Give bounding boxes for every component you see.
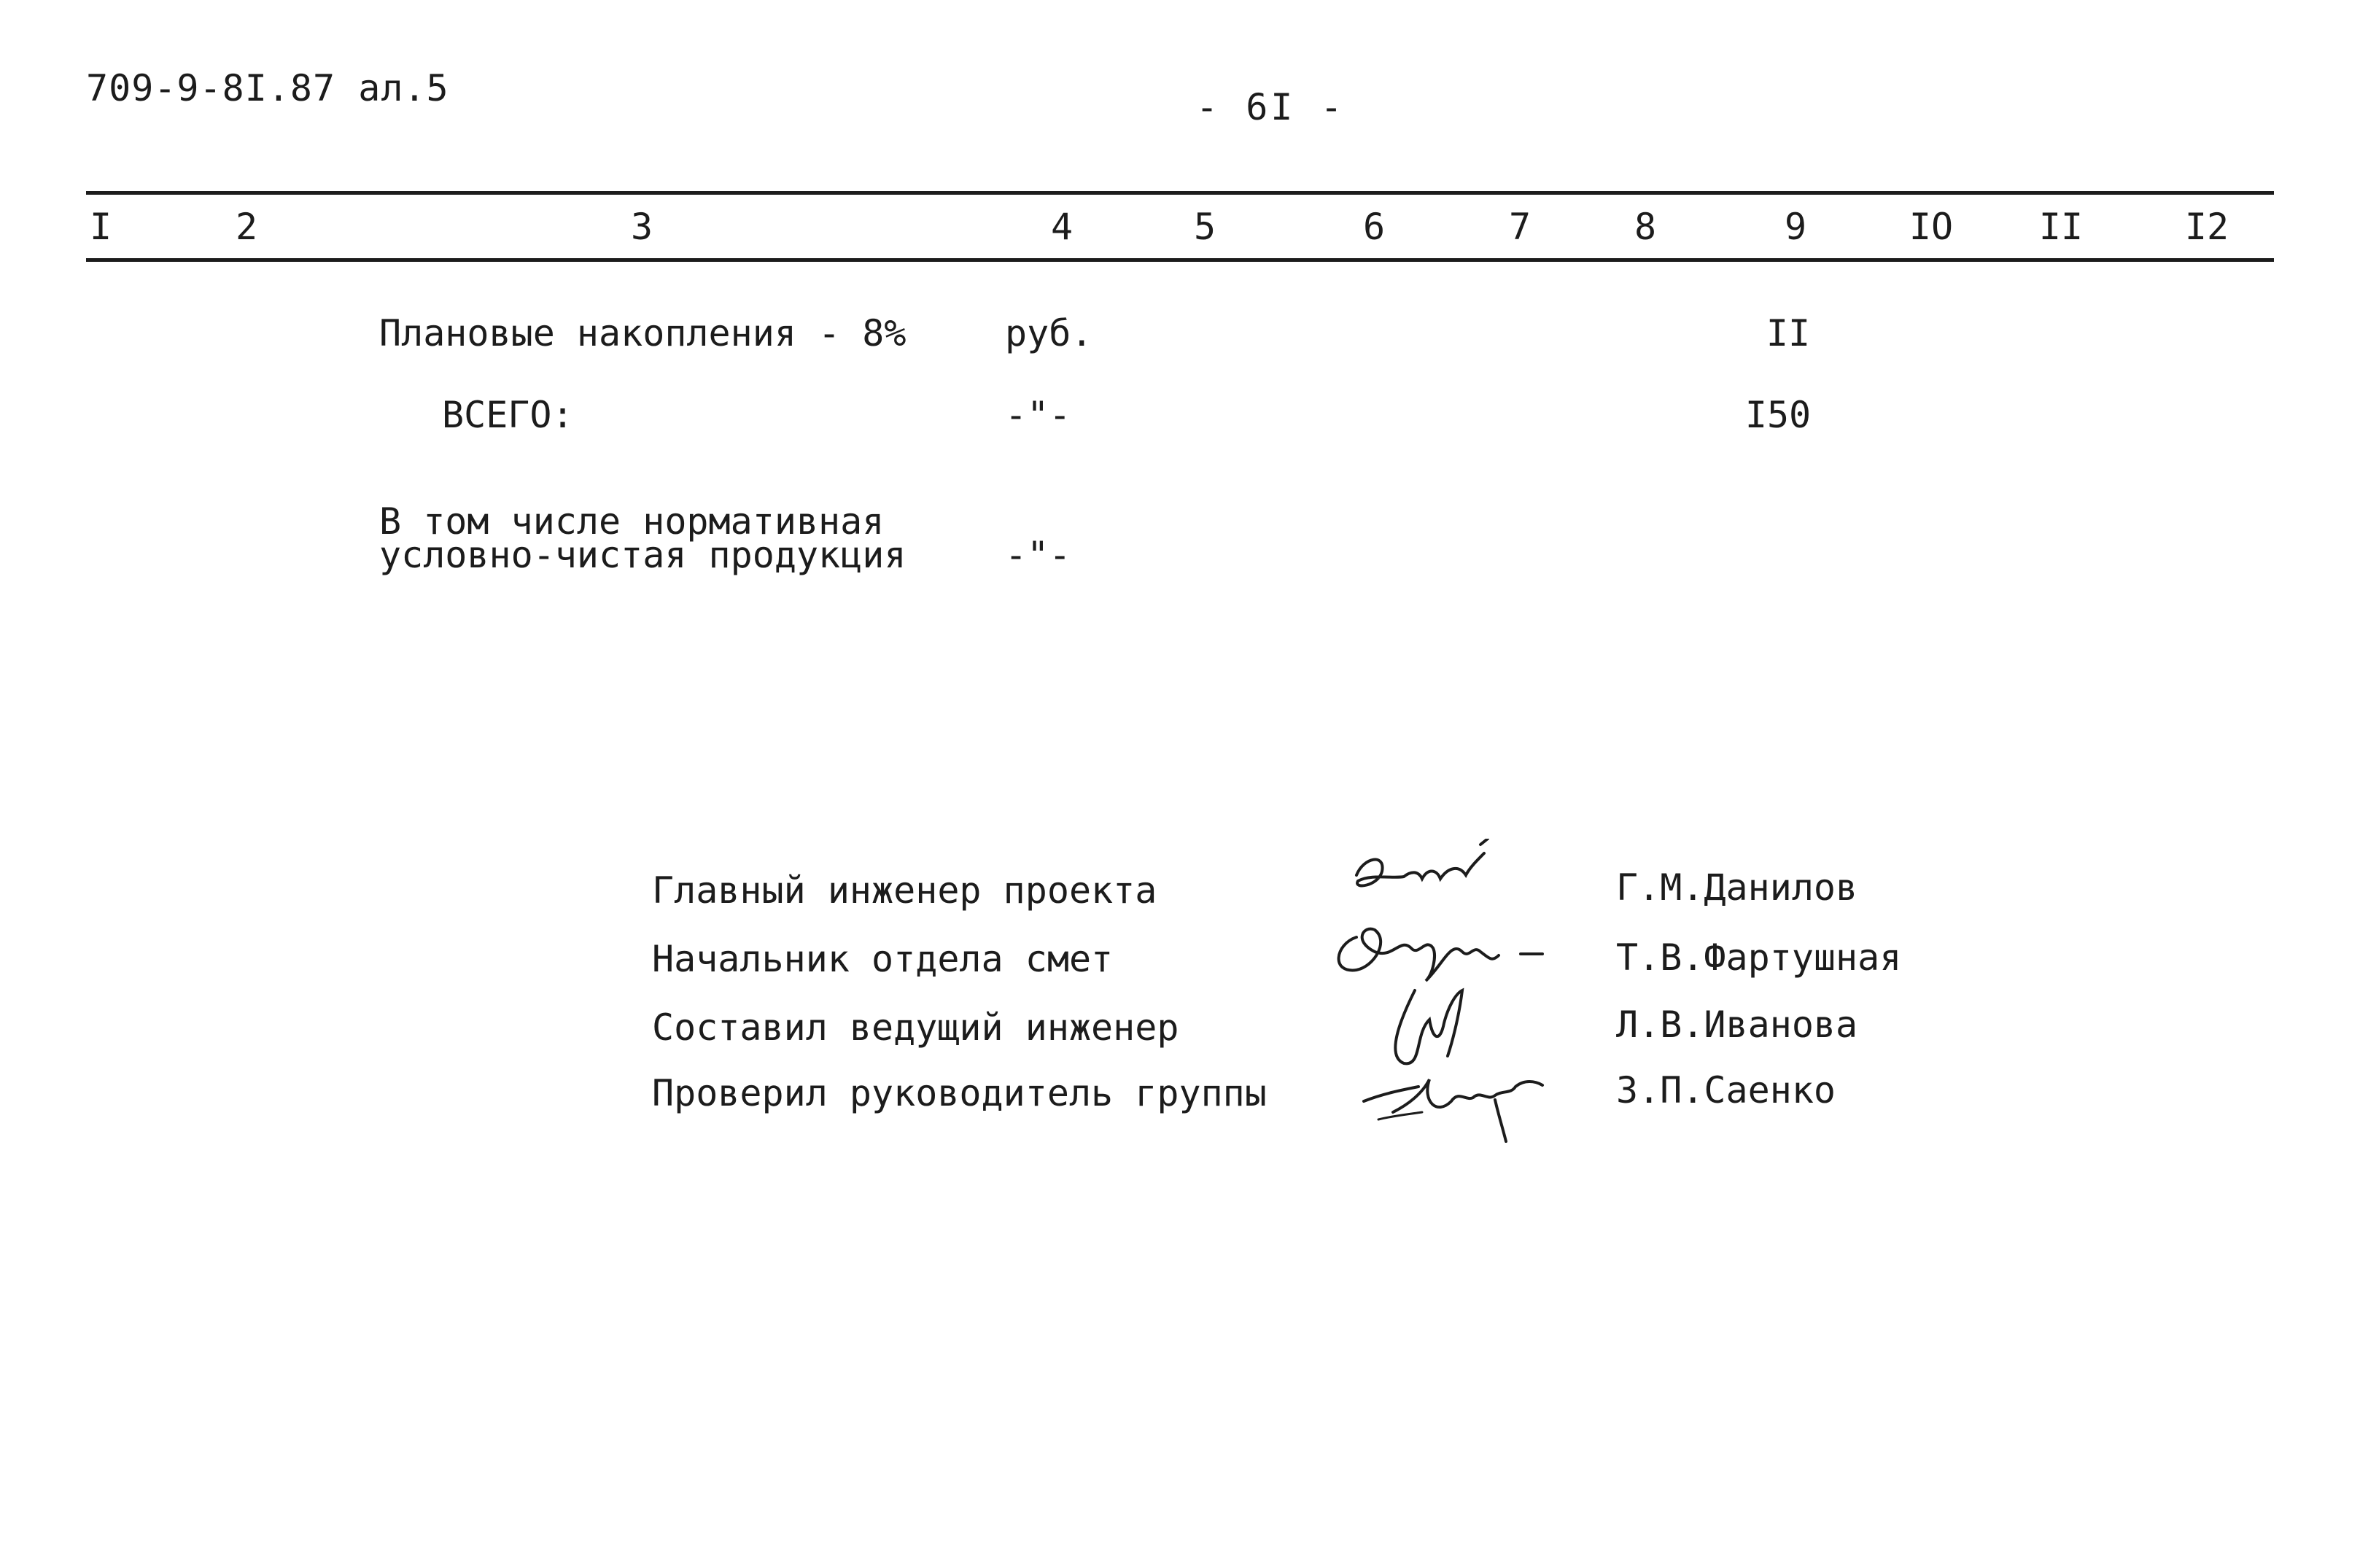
signature-title-group-leader: Проверил руководитель группы — [652, 1072, 1267, 1114]
row-label-planned-savings: Плановые накопления - 8% — [379, 312, 907, 354]
column-header-8: 8 — [1634, 206, 1657, 248]
column-header-6: 6 — [1362, 206, 1386, 248]
column-header-12: I2 — [2184, 206, 2229, 248]
handwritten-signature-icon — [1342, 839, 1517, 912]
signature-name-chief-engineer: Г.М.Данилов — [1616, 866, 1858, 909]
row-label-normative-line1: В том числе нормативная — [379, 500, 885, 543]
column-header-11: II — [2038, 206, 2084, 248]
handwritten-signature-icon — [1349, 1050, 1568, 1145]
row-value-total: I50 — [1744, 394, 1812, 436]
row-label-total: ВСЕГО: — [442, 394, 574, 436]
signature-name-department-head: Т.В.Фартушная — [1616, 936, 1902, 979]
column-header-3: 3 — [630, 206, 653, 248]
column-header-2: 2 — [235, 206, 258, 248]
row-unit-normative: -"- — [1005, 534, 1071, 576]
column-header-10: IO — [1909, 206, 1954, 248]
row-label-normative-line2: условно-чистая продукция — [379, 534, 907, 576]
signature-name-lead-engineer: Л.В.Иванова — [1616, 1004, 1858, 1046]
row-unit-total: -"- — [1005, 394, 1071, 436]
signature-title-chief-engineer: Главный инженер проекта — [652, 869, 1157, 912]
page-number: - 6I - — [1196, 86, 1346, 128]
column-header-1: I — [89, 206, 112, 248]
column-header-5: 5 — [1193, 206, 1216, 248]
column-header-4: 4 — [1050, 206, 1074, 248]
table-rule-bottom — [86, 258, 2274, 262]
row-value-planned-savings: II — [1766, 312, 1811, 354]
signature-title-lead-engineer: Составил ведущий инженер — [652, 1006, 1179, 1049]
signature-name-group-leader: З.П.Саенко — [1616, 1069, 1836, 1111]
signature-title-department-head: Начальник отдела смет — [652, 938, 1114, 980]
document-code: 709-9-8I.87 ал.5 — [86, 67, 449, 109]
column-header-9: 9 — [1784, 206, 1807, 248]
column-header-7: 7 — [1508, 206, 1532, 248]
row-unit-planned-savings: руб. — [1005, 312, 1093, 354]
table-rule-top — [86, 191, 2274, 195]
